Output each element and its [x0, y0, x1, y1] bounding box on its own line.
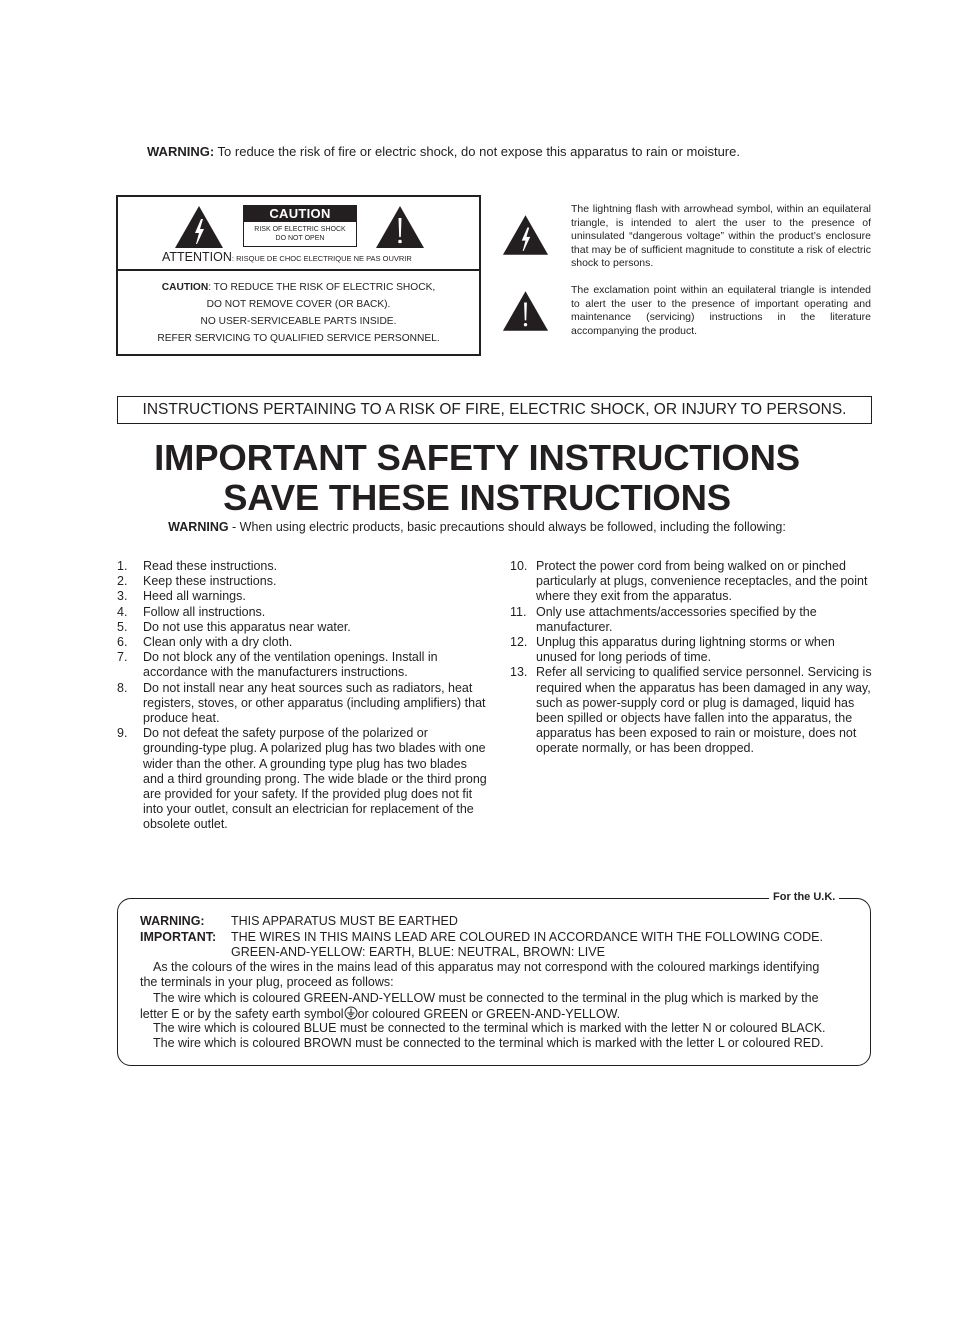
list-item-number: 4.: [117, 604, 128, 619]
caution-box-header: [118, 197, 479, 271]
uk-box-label: For the U.K.: [769, 891, 839, 903]
instructions-list-right: [510, 559, 872, 757]
list-item: [117, 605, 487, 620]
caution-body-label: CAUTION: [161, 282, 209, 293]
caution-body: [118, 279, 479, 347]
list-item-text: Keep these instructions.: [143, 574, 277, 589]
uk-warning-label: [140, 914, 205, 929]
list-item-text: Only use attachments/accessories specified by the manufacturer.: [536, 604, 817, 634]
list-item-text: Unplug this apparatus during lightning storms or when unused for long periods of time.: [536, 635, 835, 665]
uk-paragraph-text: letter E or by the safety earth symbol: [140, 1007, 344, 1021]
top-warning-label: WARNING:: [147, 144, 215, 159]
list-item-number: 2.: [117, 574, 128, 589]
uk-paragraph-line: As the colours of the wires in the mains lead of this apparatus may not correspond with the coloured markings identifying: [153, 960, 820, 974]
list-item: [117, 635, 487, 650]
lightning-triangle-icon: [502, 214, 549, 256]
top-warning: [147, 144, 740, 159]
list-item-text: Clean only with a dry cloth.: [143, 635, 293, 650]
caution-body-line: [118, 279, 479, 296]
list-item-number: 6.: [117, 635, 128, 650]
caution-sub-line: DO NOT OPEN: [275, 235, 325, 242]
caution-body-line: REFER SERVICING TO QUALIFIED SERVICE PERSONNEL.: [157, 333, 440, 344]
lightning-triangle-icon: [174, 205, 224, 249]
list-item-text: Do not install near any heat sources such as radiators, heat registers, stoves, or other apparatus (including amplifiers) that produce heat.: [143, 680, 486, 726]
list-item: [117, 681, 487, 727]
main-warning: [0, 520, 954, 534]
page-title: [0, 438, 954, 518]
list-item-number: 7.: [117, 650, 128, 665]
attention-line: [162, 250, 412, 264]
list-item: [510, 665, 872, 756]
list-item: [117, 574, 487, 589]
caution-sub-line: RISK OF ELECTRIC SHOCK: [254, 226, 346, 233]
uk-important-line: GREEN-AND-YELLOW: EARTH, BLUE: NEUTRAL, BROWN: LIVE: [231, 945, 605, 959]
uk-important-line: THE WIRES IN THIS MAINS LEAD ARE COLOURED IN ACCORDANCE WITH THE FOLLOWING CODE.: [231, 930, 823, 944]
list-item-text: Do not block any of the ventilation openings. Install in accordance with the manufacturers instructions.: [143, 650, 438, 680]
uk-paragraph-line: The wire which is coloured GREEN-AND-YELLOW must be connected to the terminal in the plug which is marked by the: [153, 991, 819, 1005]
top-warning-text: To reduce the risk of fire or electric shock, do not expose this apparatus to rain or moisture.: [214, 144, 740, 159]
uk-important-label-text: IMPORTANT:: [140, 930, 217, 944]
exclamation-triangle-icon: [502, 290, 549, 332]
exclamation-symbol-explanation: The exclamation point within an equilateral triangle is intended to alert the user to the presence of important operating and maintenance (servicing) instructions in the literature accompanying the product.: [571, 284, 871, 337]
uk-paragraph-text: or coloured GREEN or GREEN-AND-YELLOW.: [357, 1007, 621, 1021]
list-item: [117, 620, 487, 635]
exclamation-triangle-icon: [375, 205, 425, 249]
caution-body-line: NO USER-SERVICEABLE PARTS INSIDE.: [200, 316, 397, 327]
list-item-text: Follow all instructions.: [143, 604, 266, 619]
uk-warning-text: THIS APPARATUS MUST BE EARTHED: [231, 914, 458, 928]
list-item-text: Heed all warnings.: [143, 589, 246, 604]
attention-text: : RISQUE DE CHOC ELECTRIQUE NE PAS OUVRIR: [231, 254, 412, 263]
list-item-number: 8.: [117, 680, 128, 695]
list-item: [510, 635, 872, 665]
list-item-text: Refer all servicing to qualified service personnel. Servicing is required when the apparatus has been damaged in any way, such as power-supply cord or plug is damaged, liquid has been spilled or objects have fallen into the apparatus, the apparatus has been exposed to rain or moisture, does not operate normally, or has been dropped.: [536, 665, 872, 756]
list-item: [510, 559, 872, 605]
list-item-number: 5.: [117, 619, 128, 634]
uk-paragraph-line: The wire which is coloured BLUE must be connected to the terminal which is marked with the letter N or coloured BLACK.: [153, 1021, 826, 1035]
caution-body-text: : TO REDUCE THE RISK OF ELECTRIC SHOCK,: [208, 282, 436, 293]
list-item-text: Do not use this apparatus near water.: [143, 619, 351, 634]
list-item-number: 9.: [117, 726, 128, 741]
title-line-2: SAVE THESE INSTRUCTIONS: [223, 477, 731, 518]
uk-important-label: [140, 930, 216, 945]
attention-label: ATTENTION: [162, 250, 232, 264]
list-item-number: 12.: [510, 635, 528, 650]
safety-earth-icon: [344, 1006, 358, 1020]
main-warning-label: WARNING: [168, 520, 229, 534]
list-item: [117, 559, 487, 574]
caution-label: CAUTION: [244, 206, 356, 222]
list-item-number: 10.: [510, 559, 528, 573]
instructions-list-left: [117, 559, 487, 833]
main-warning-text: - When using electric products, basic precautions should always be followed, including the following:: [228, 520, 786, 534]
list-item-number: 11.: [510, 604, 527, 619]
title-line-1: IMPORTANT SAFETY INSTRUCTIONS: [154, 437, 800, 478]
list-item-text: Do not defeat the safety purpose of the polarized or grounding-type plug. A polarized plug has two blades with one wider than the other. A grounding type plug has two blades and a third grounding prong. The wide blade or the third prong are provided for your safety. If the provided plug does not fit into your outlet, consult an electrician for replacement of the obsolete outlet.: [143, 726, 487, 832]
caution-sublabel: [244, 222, 356, 243]
instructions-banner: INSTRUCTIONS PERTAINING TO A RISK OF FIRE, ELECTRIC SHOCK, OR INJURY TO PERSONS.: [117, 396, 872, 424]
uk-warning-label-text: WARNING:: [140, 914, 205, 928]
list-item: [117, 726, 487, 832]
caution-label-block: [243, 205, 357, 247]
list-item-number: 1.: [117, 559, 128, 573]
caution-box: [116, 195, 481, 356]
list-item-number: 3.: [117, 589, 128, 604]
uk-paragraph-line: The wire which is coloured BROWN must be connected to the terminal which is marked with the letter L or coloured RED.: [153, 1036, 824, 1050]
list-item: [117, 650, 487, 680]
uk-paragraph-line: the terminals in your plug, proceed as follows:: [140, 975, 394, 989]
list-item-text: Protect the power cord from being walked on or pinched particularly at plugs, convenience receptacles, and the point where they exit from the apparatus.: [536, 559, 868, 604]
lightning-symbol-explanation: The lightning flash with arrowhead symbol, within an equilateral triangle, is intended to alert the user to the presence of uninsulated “dangerous voltage” within the product’s enclosure that may be of sufficient magnitude to constitute a risk of electric shock to persons.: [571, 203, 871, 269]
caution-body-line: DO NOT REMOVE COVER (OR BACK).: [206, 299, 391, 310]
list-item: [117, 589, 487, 604]
list-item-text: Read these instructions.: [143, 559, 278, 573]
uk-paragraph-line: [140, 1006, 620, 1022]
list-item-number: 13.: [510, 665, 528, 680]
list-item: [510, 605, 872, 635]
